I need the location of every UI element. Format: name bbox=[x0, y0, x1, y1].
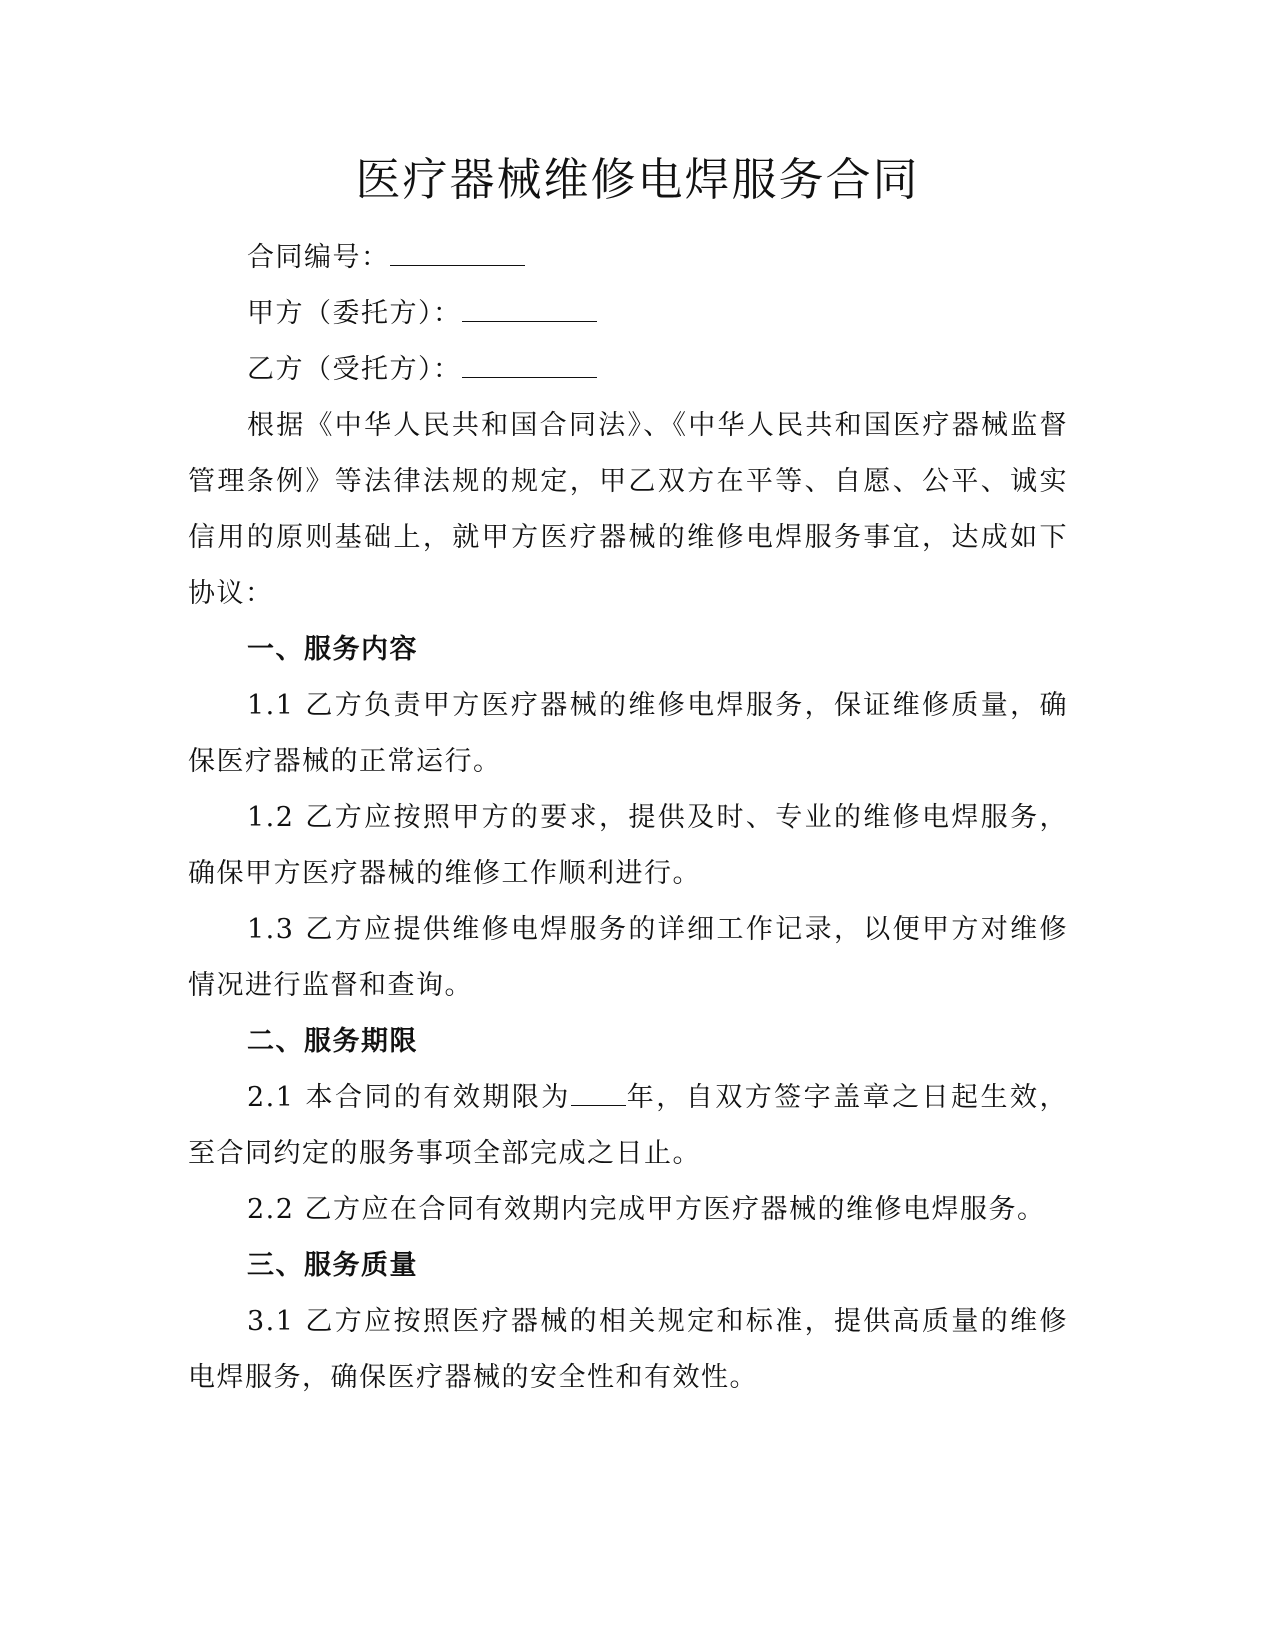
contract-title: 医疗器械维修电焊服务合同 bbox=[355, 153, 920, 206]
contract-number-field bbox=[188, 230, 1068, 286]
blank-line bbox=[462, 299, 597, 322]
field-label: 乙方（受托方）： bbox=[247, 354, 462, 385]
section-heading-service-quality: 三、服务质量 bbox=[247, 1250, 418, 1281]
clause-1-3: 1.3 乙方应提供维修电焊服务的详细工作记录，以便甲方对维修情况进行监督和查询。 bbox=[188, 914, 1068, 1001]
field-label: 合同编号： bbox=[247, 242, 390, 273]
blank-line bbox=[462, 355, 597, 378]
clause-3-1: 3.1 乙方应按照医疗器械的相关规定和标准，提供高质量的维修电焊服务，确保医疗器械的安全性和有效性。 bbox=[188, 1306, 1068, 1393]
clause-2-2: 2.2 乙方应在合同有效期内完成甲方医疗器械的维修电焊服务。 bbox=[247, 1194, 1046, 1225]
clause-1-1: 1.1 乙方负责甲方医疗器械的维修电焊服务，保证维修质量，确保医疗器械的正常运行。 bbox=[188, 690, 1068, 777]
clause-text: 2.1 本合同的有效期限为 bbox=[247, 1082, 571, 1113]
party-b-field bbox=[188, 342, 1068, 398]
blank-line bbox=[390, 243, 525, 266]
section-heading-service-term: 二、服务期限 bbox=[247, 1026, 418, 1057]
clause-text: 年，自双方签字盖章之日起生效，至合同约定的服务事项全部完成之日止。 bbox=[188, 1082, 1068, 1169]
clause-2-1 bbox=[188, 1070, 1068, 1182]
preamble-paragraph: 根据《中华人民共和国合同法》、《中华人民共和国医疗器械监督管理条例》等法律法规的规定，甲乙双方在平等、自愿、公平、诚实信用的原则基础上，就甲方医疗器械的维修电焊服务事宜，达成如下协议： bbox=[188, 410, 1068, 609]
clause-1-2: 1.2 乙方应按照甲方的要求，提供及时、专业的维修电焊服务，确保甲方医疗器械的维修工作顺利进行。 bbox=[188, 802, 1068, 889]
field-label: 甲方（委托方）： bbox=[247, 298, 462, 329]
contract-body bbox=[188, 230, 1068, 1406]
section-heading-service-content: 一、服务内容 bbox=[247, 634, 418, 665]
blank-line bbox=[571, 1083, 626, 1106]
party-a-field bbox=[188, 286, 1068, 342]
